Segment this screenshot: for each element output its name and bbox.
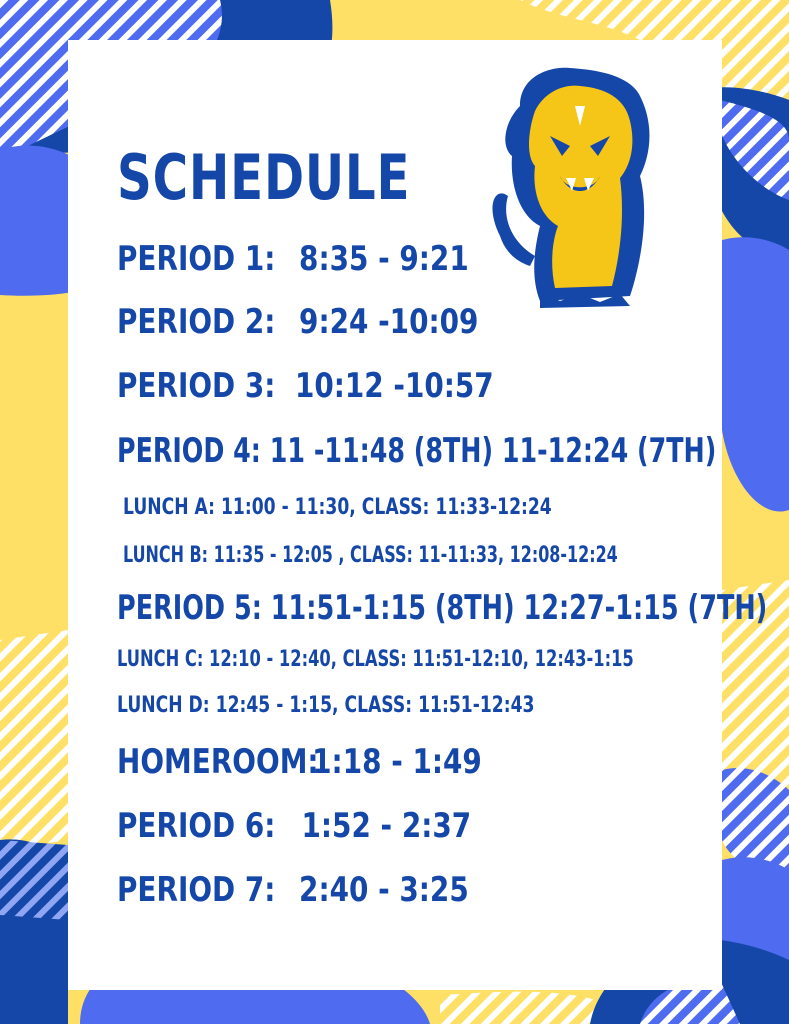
period-1-label: PERIOD 1: xyxy=(117,239,276,279)
period-5-row: PERIOD 5: 11:51-1:15 (8TH) 12:27-1:15 (7TH) xyxy=(117,588,768,628)
period-7-label: PERIOD 7: xyxy=(117,870,276,910)
period-6-time: 1:52 - 2:37 xyxy=(301,806,472,846)
period-3-label: PERIOD 3: xyxy=(117,366,276,406)
period-3-row xyxy=(117,364,494,408)
period-1-time: 8:35 - 9:21 xyxy=(299,239,469,279)
period-4-row: PERIOD 4: 11 -11:48 (8TH) 11-12:24 (7TH) xyxy=(117,431,717,471)
period-1-row xyxy=(117,237,469,281)
lunch-b-row: LUNCH B: 11:35 - 12:05 , CLASS: 11-11:33, 12:08-12:24 xyxy=(123,543,618,568)
trademark-mark: ™ xyxy=(615,283,621,290)
lunch-a-row: LUNCH A: 11:00 - 11:30, CLASS: 11:33-12:24 xyxy=(123,495,552,520)
period-2-time: 9:24 -10:09 xyxy=(299,302,479,342)
panther-mascot-icon xyxy=(480,66,660,316)
period-2-label: PERIOD 2: xyxy=(117,302,276,342)
period-3-time: 10:12 -10:57 xyxy=(294,366,494,406)
period-7-row xyxy=(117,868,469,912)
homeroom-time: 1:18 - 1:49 xyxy=(312,742,482,782)
lunch-d-row: LUNCH D: 12:45 - 1:15, CLASS: 11:51-12:43 xyxy=(117,693,535,718)
page-title: SCHEDULE xyxy=(117,141,411,214)
period-6-label: PERIOD 6: xyxy=(117,806,276,846)
lunch-c-row: LUNCH C: 12:10 - 12:40, CLASS: 11:51-12:10, 12:43-1:15 xyxy=(117,647,634,672)
period-6-row xyxy=(117,804,472,848)
period-7-time: 2:40 - 3:25 xyxy=(299,870,469,910)
homeroom-row xyxy=(117,740,482,784)
homeroom-label: HOMEROOM: xyxy=(117,742,319,782)
period-2-row xyxy=(117,300,479,344)
